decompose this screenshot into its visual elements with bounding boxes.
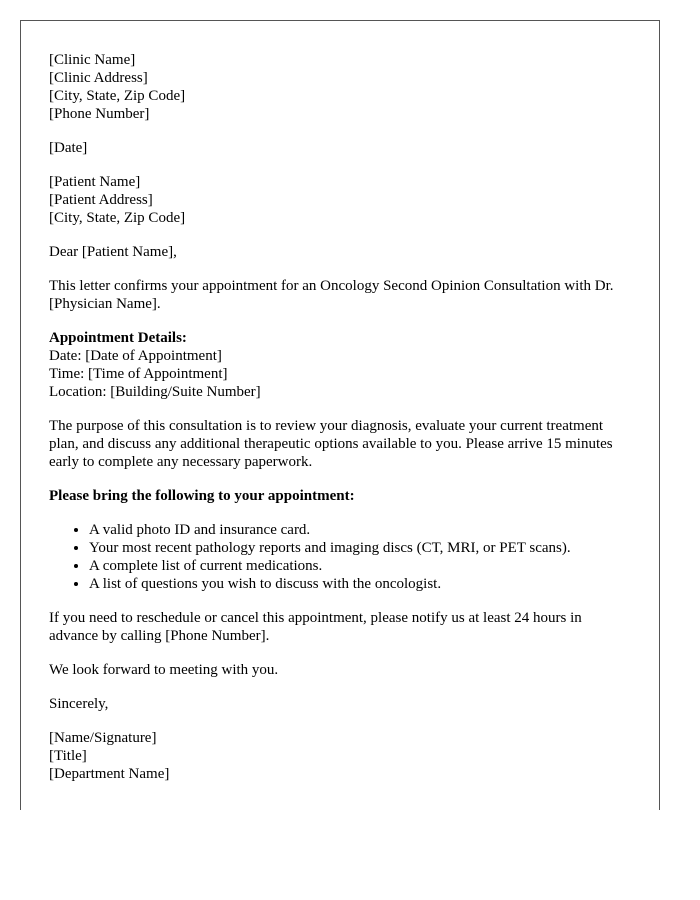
appointment-date: Date: [Date of Appointment] [49,348,222,364]
bring-list [49,521,631,593]
salutation: Dear [Patient Name], [49,244,177,260]
patient-address-block [49,173,631,227]
signature-name: [Name/Signature] [49,730,157,746]
list-item: • A complete list of current medications. [89,557,631,575]
intro-block [49,277,631,313]
letter-date-block [49,139,631,157]
bring-heading-block [49,487,631,505]
closing-block [49,661,631,679]
clinic-phone: [Phone Number] [49,106,150,122]
appointment-time: Time: [Time of Appointment] [49,366,228,382]
purpose-block [49,417,631,471]
signoff: Sincerely, [49,696,109,712]
purpose-paragraph: The purpose of this consultation is to review your diagnosis, evaluate your current treatment plan, and discuss any additional therapeutic options available to you. Please arrive 15 minutes early to complete any necessary paperwork. [49,418,613,470]
closing-line: We look forward to meeting with you. [49,662,279,678]
list-item: • A list of questions you wish to discuss with the oncologist. [89,575,631,593]
clinic-address: [Clinic Address] [49,70,148,86]
clinic-city-state-zip: [City, State, Zip Code] [49,88,186,104]
appointment-location: Location: [Building/Suite Number] [49,384,261,400]
patient-name: [Patient Name] [49,174,141,190]
letter-date: [Date] [49,140,88,156]
patient-address: [Patient Address] [49,192,153,208]
signature-title: [Title] [49,748,87,764]
appointment-heading: Appointment Details: [49,330,187,346]
list-item: • A valid photo ID and insurance card. [89,521,631,539]
signature-block [49,729,631,783]
clinic-header [49,51,631,123]
letter-page [20,20,660,810]
clinic-name: [Clinic Name] [49,52,136,68]
reschedule-paragraph: If you need to reschedule or cancel this appointment, please notify us at least 24 hours in advance by calling [Phone Number]. [49,610,582,644]
salutation-block [49,243,631,261]
patient-city-state-zip: [City, State, Zip Code] [49,210,186,226]
signoff-block [49,695,631,713]
signature-department: [Department Name] [49,766,170,782]
appointment-details [49,329,631,401]
bring-heading: Please bring the following to your appointment: [49,488,355,504]
list-item: • Your most recent pathology reports and imaging discs (CT, MRI, or PET scans). [89,539,631,557]
reschedule-block [49,609,631,645]
intro-paragraph: This letter confirms your appointment for an Oncology Second Opinion Consultation with Dr. [Physician Name]. [49,278,614,312]
